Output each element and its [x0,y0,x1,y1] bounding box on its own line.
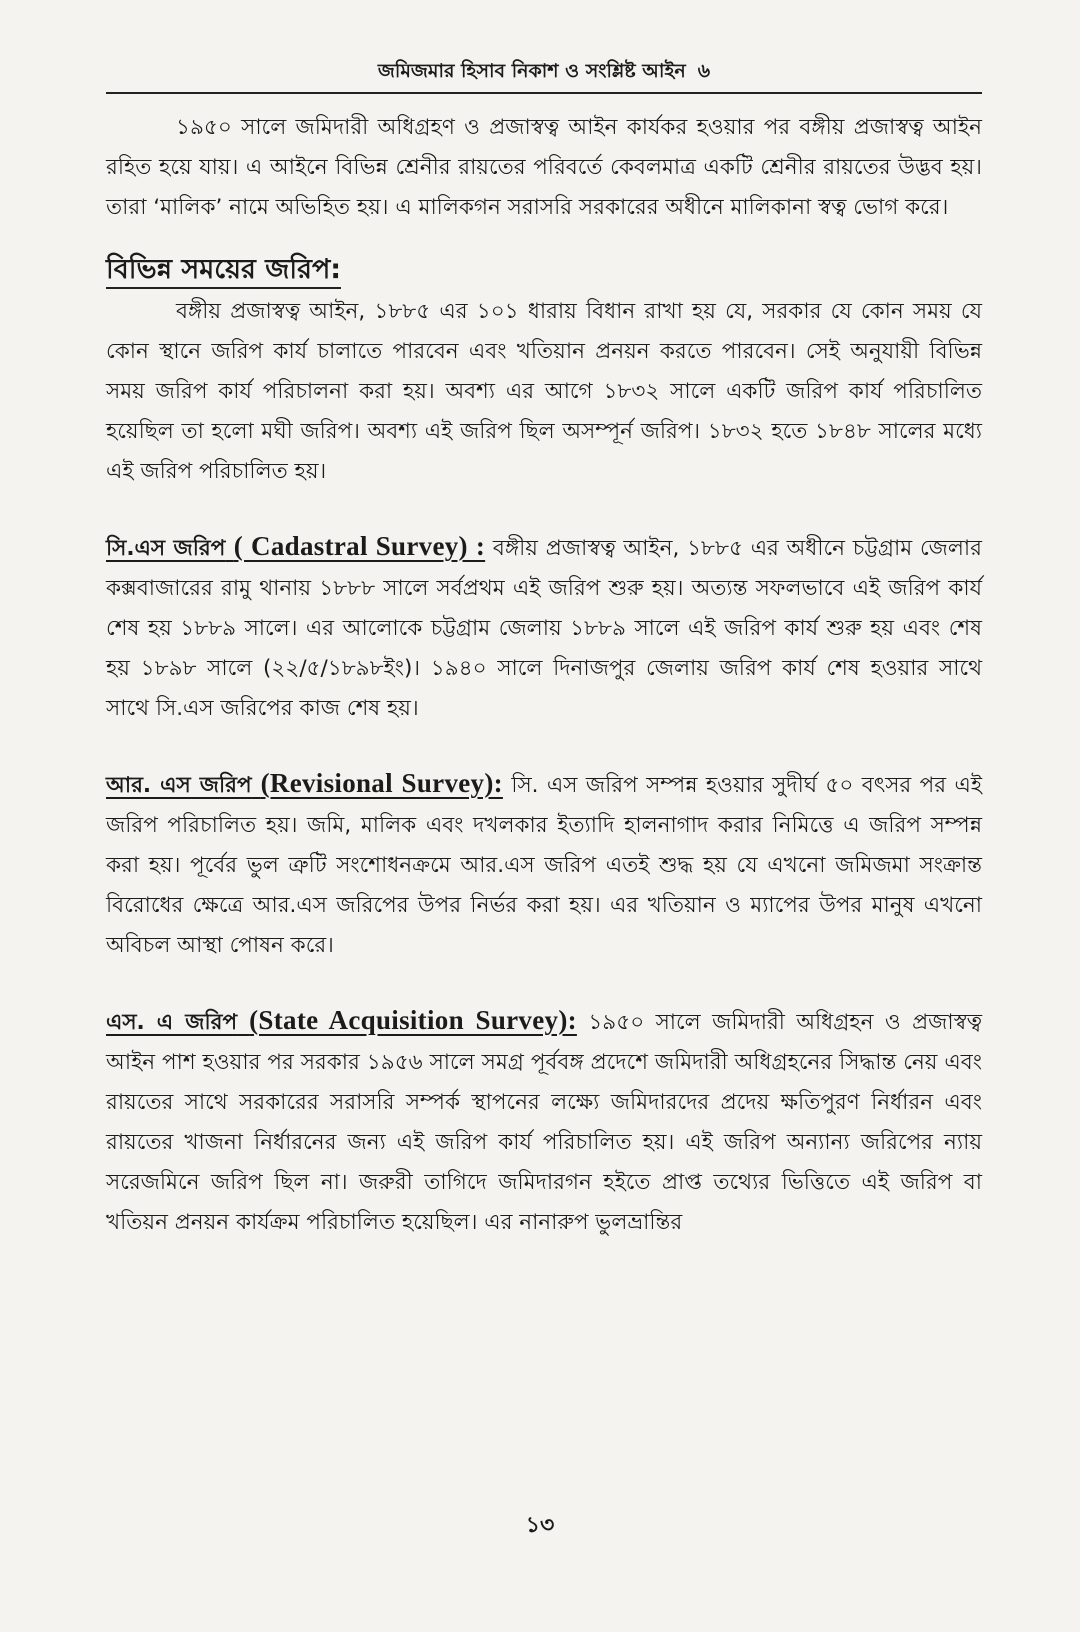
section-paragraph: বঙ্গীয় প্রজাস্বত্ব আইন, ১৮৮৫ এর ১০১ ধারায় বিধান রাখা হয় যে, সরকার যে কোন সময় যে কোন স্থানে জরিপ কার্য চালাতে পারবেন এবং খতিয়ান প্রনয়ন করতে পারবেন। সেই অনুযায়ী বিভিন্ন সময় জরিপ কার্য পরিচালনা করা হয়। অবশ্য এর আগে ১৮৩২ সালে একটি জরিপ কার্য পরিচালিত হয়েছিল তা হলো মঘী জরিপ। অবশ্য এই জরিপ ছিল অসম্পূর্ন জরিপ। ১৮৩২ হতে ১৮৪৮ সালের মধ্যে এই জরিপ পরিচালিত হয়। [106,298,982,484]
section-heading [106,248,982,292]
book-title: জমিজমার হিসাব নিকাশ ও সংশ্লিষ্ট আইন [377,60,686,82]
cs-survey-heading [106,530,486,561]
rs-survey-heading-en: (Revisional Survey): [260,767,503,798]
sa-survey-heading [106,1004,577,1035]
rs-survey-heading-bn: আর. এস জরিপ [106,772,252,798]
cs-survey-block [106,526,982,729]
sa-survey-text: ১৯৫০ সালে জমিদারী অধিগ্রহন ও প্রজাস্বত্ব আইন পাশ হওয়ার পর সরকার ১৯৫৬ সালে সমগ্র পূর্ববঙ্গ প্রদেশে জমিদারী অধিগ্রহনের সিদ্ধান্ত নেয় এবং রায়তের সাথে সরকারের সরাসরি সম্পর্ক স্থাপনের লক্ষ্যে জমিদারদের প্রদেয় ক্ষতিপুরণ নির্ধারন এবং রায়তের খাজনা নির্ধারনের জন্য এই জরিপ কার্য পরিচালিত হয়। এই জরিপ অন্যান্য জরিপের ন্যায় সরেজমিনে জরিপ ছিল না। জরুরী তাগিদে জমিদারগন হইতে প্রাপ্ত তথ্যের ভিত্তিতে এই জরিপ বা খতিয়ন প্রনয়ন কার্যক্রম পরিচালিত হয়েছিল। এর নানারুপ ভুলভ্রান্তির [106,1009,982,1235]
cs-survey-heading-bn: সি.এস জরিপ [106,535,226,561]
rs-survey-block [106,763,982,966]
sa-survey-paragraph [106,1000,982,1243]
sa-survey-heading-en: (State Acquisition Survey): [249,1004,577,1035]
cs-survey-text: বঙ্গীয় প্রজাস্বত্ব আইন, ১৮৮৫ এর অধীনে চট্টগ্রাম জেলার কক্সবাজারের রামু থানায় ১৮৮৮ সালে সর্বপ্রথম এই জরিপ শুরু হয়। অত্যন্ত সফলভাবে এই জরিপ কার্য শেষ হয় ১৮৮৯ সালে। এর আলোকে চট্টগ্রাম জেলায় ১৮৮৯ সালে এই জরিপ কার্য শুরু হয় এবং শেষ হয় ১৮৯৮ সালে (২২/৫/১৮৯৮ইং)। ১৯৪০ সালে দিনাজপুর জেলায় জরিপ কার্য শেষ হওয়ার সাথে সাথে সি.এস জরিপের কাজ শেষ হয়। [106,535,982,721]
page-number: ১৩ [525,1513,555,1538]
header-number: ৬ [697,60,711,82]
running-header [106,58,982,94]
sa-survey-heading-bn: এস. এ জরিপ [106,1009,238,1035]
rs-survey-paragraph [106,763,982,966]
rs-survey-text: সি. এস জরিপ সম্পন্ন হওয়ার সুদীর্ঘ ৫০ বৎসর পর এই জরিপ পরিচালিত হয়। জমি, মালিক এবং দখলকার ইত্যাদি হালনাগাদ করার নিমিত্তে এ জরিপ সম্পন্ন করা হয়। পূর্বের ভুল ত্রুটি সংশোধনক্রমে আর.এস জরিপ এতই শুদ্ধ হয় যে এখনো জমিজমা সংক্রান্ত বিরোধের ক্ষেত্রে আর.এস জরিপের উপর নির্ভর করা হয়। এর খতিয়ান ও ম্যাপের উপর মানুষ এখনো অবিচল আস্থা পোষন করে। [106,772,983,958]
cs-survey-paragraph [106,526,982,729]
sa-survey-block [106,1000,982,1243]
section-title: বিভিন্ন সময়ের জরিপ: [106,254,341,289]
intro-paragraph: ১৯৫০ সালে জমিদারী অধিগ্রহণ ও প্রজাস্বত্ব আইন কার্যকর হওয়ার পর বঙ্গীয় প্রজাস্বত্ব আইন রহিত হয়ে যায়। এ আইনে বিভিন্ন শ্রেনীর রায়তের পরিবর্তে কেবলমাত্র একটি শ্রেনীর রায়তের উদ্ভব হয়। তারা ‘মালিক’ নামে অভিহিত হয়। এ মালিকগন সরাসরি সরকারের অধীনে মালিকানা স্বত্ব ভোগ করে। [106,114,982,220]
cs-survey-heading-en: ( Cadastral Survey) : [233,530,486,561]
rs-survey-heading [106,767,503,798]
